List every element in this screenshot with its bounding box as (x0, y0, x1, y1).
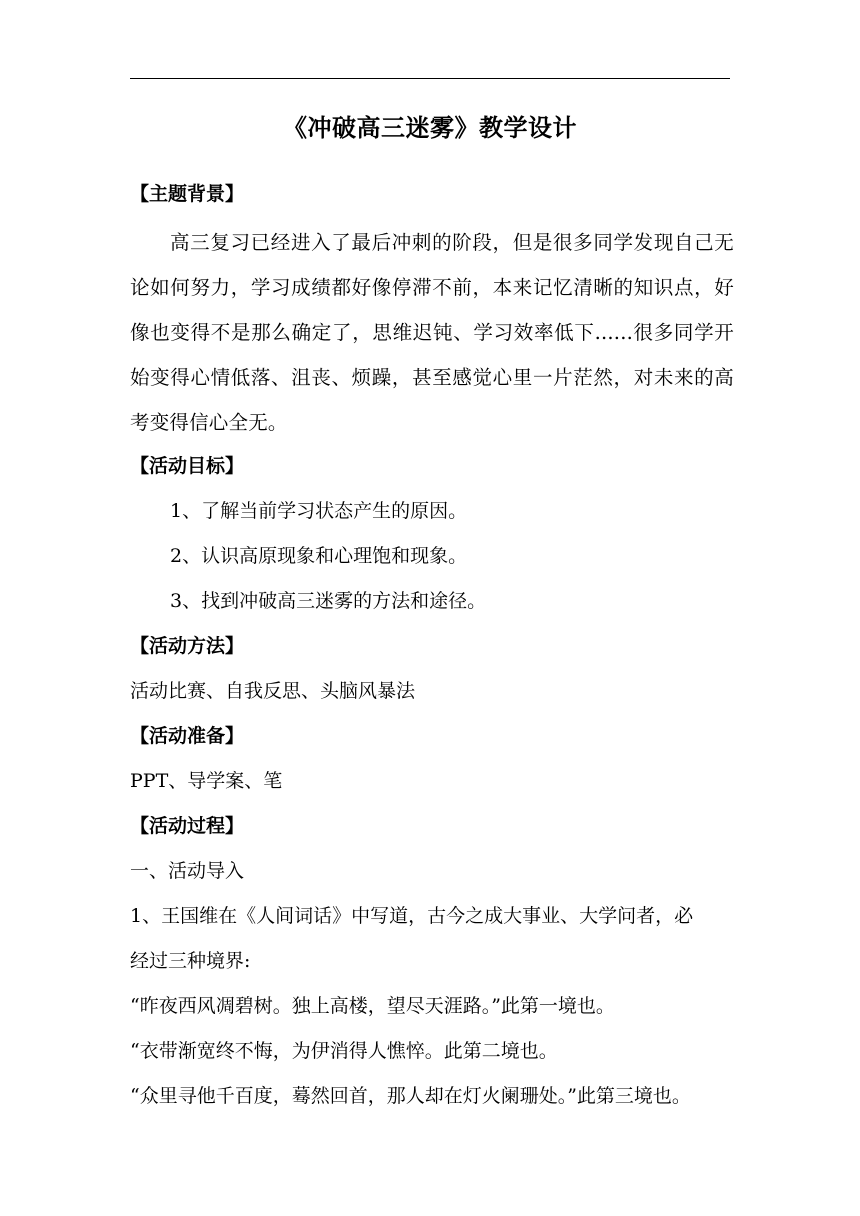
section-heading-process: 【活动过程】 (130, 815, 245, 837)
goal-item: 2、认识高原现象和心理饱和现象。 (170, 545, 468, 567)
section-heading-goals: 【活动目标】 (130, 455, 245, 477)
goal-item: 1、了解当前学习状态产生的原因。 (170, 500, 468, 522)
poem-quote-line: “衣带渐宽终不悔，为伊消得人憔悴。此第二境也。 (130, 1040, 558, 1062)
poem-quote-line: “昨夜西风凋碧树。独上高楼，望尽天涯路。”此第一境也。 (130, 995, 615, 1017)
section-heading-methods: 【活动方法】 (130, 635, 245, 657)
process-subheading: 一、活动导入 (130, 860, 245, 882)
header-rule (130, 78, 730, 79)
process-line: 1、王国维在《人间词话》中写道，古今之成大事业、大学问者，必 (130, 905, 694, 927)
section-heading-preparation: 【活动准备】 (130, 725, 245, 747)
preparation-text: PPT、导学案、笔 (130, 770, 283, 792)
poem-quote-line: “众里寻他千百度，蓦然回首，那人却在灯火阑珊处。”此第三境也。 (130, 1085, 691, 1107)
background-paragraph: 高三复习已经进入了最后冲刺的阶段，但是很多同学发现自己无论如何努力，学习成绩都好像停滞不前，本来记忆清晰的知识点，好像也变得不是那么确定了，思维迟钝、学习效率低下......很多同学开始变得心情低落、沮丧、烦躁，甚至感觉心里一片茫然，对未来的高考变得信心全无。 (130, 231, 734, 434)
document-title: 《冲破高三迷雾》教学设计 (283, 113, 577, 142)
goal-item: 3、找到冲破高三迷雾的方法和途径。 (170, 590, 487, 612)
methods-text: 活动比赛、自我反思、头脑风暴法 (130, 680, 416, 702)
process-line: 经过三种境界: (130, 950, 251, 972)
section-heading-background: 【主题背景】 (130, 183, 245, 205)
